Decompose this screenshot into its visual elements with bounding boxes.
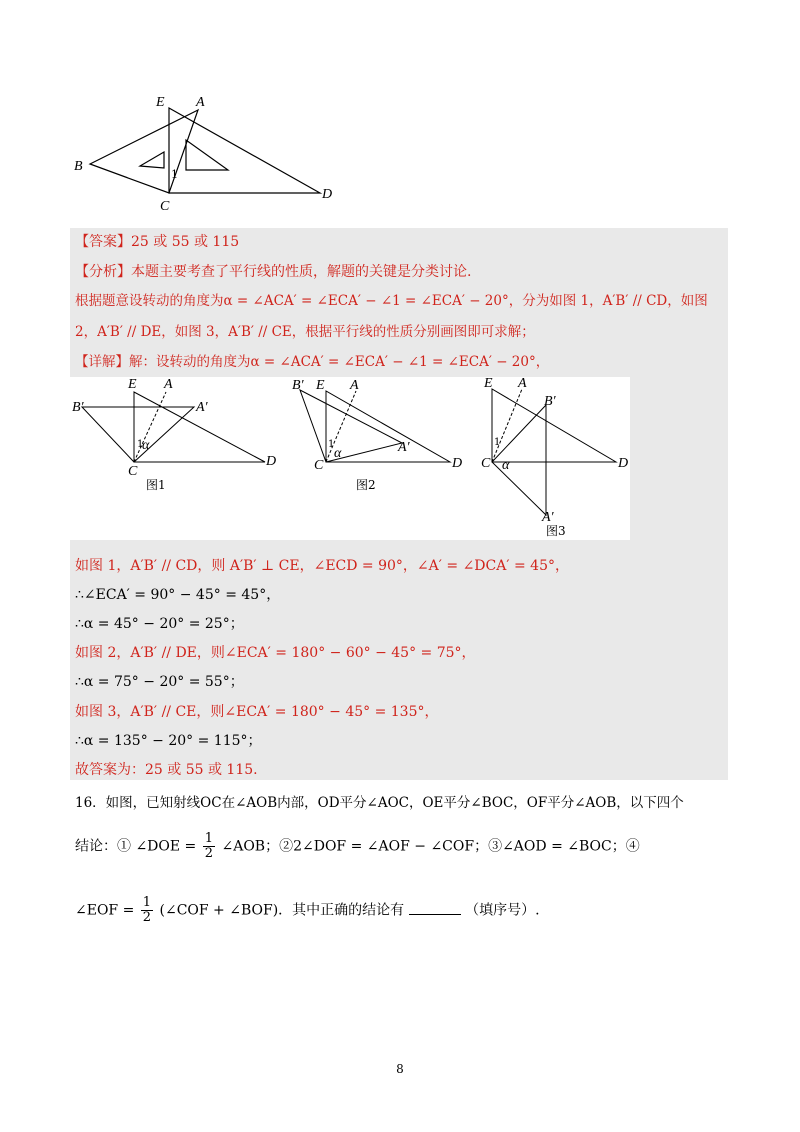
fig2-label-1: 1 [328,439,335,450]
label-A: A [196,95,205,110]
fig1-label-Bp: B′ [72,400,84,415]
fig3-label-D: D [618,456,629,471]
fig2-label-Ap: A′ [398,440,410,455]
label-E: E [156,95,165,110]
fraction-half-1 [203,832,215,861]
q-line2-prefix: 结论：① ∠DOE = [75,838,197,855]
answer-line: 【答案】25 或 55 或 115 [75,234,240,250]
fig2-label-E: E [316,378,325,393]
fig2-label-A: A [350,378,359,393]
top-triangle-figure [70,88,350,218]
answer-blank[interactable] [409,900,461,915]
step-6: 如图 3，A′B′ // CE，则∠ECA′ = 180° − 45° = 135°， [75,704,439,720]
q-line3-suffix: (∠COF + ∠BOF)．其中正确的结论有 [159,902,405,919]
fraction-denominator: 2 [204,846,214,861]
fig1-label-alpha: α [142,438,150,453]
q-line3-prefix: ∠EOF = [75,902,135,919]
label-angle-1: 1 [171,168,178,181]
step-2: ∴∠ECA′ = 90° − 45° = 45°， [75,587,281,603]
label-D: D [322,187,333,202]
q-line3-end: （填序号）. [465,902,540,919]
page-number: 8 [396,1062,404,1076]
fraction-half-2 [141,896,153,925]
label-B: B [74,159,83,174]
fig2-label-C: C [314,458,324,473]
step-3: ∴α = 45° − 20° = 25°； [75,616,244,632]
step-4: 如图 2，A′B′ // DE，则∠ECA′ = 180° − 60° − 45° = 75°， [75,645,476,661]
analysis-line-2: 2，A′B′ // DE，如图 3，A′B′ // CE，根据平行线的性质分别画图即可求解； [75,324,535,340]
step-8: 故答案为：25 或 55 或 115. [75,762,258,778]
fig1-caption: 图1 [146,478,166,492]
fig3-label-alpha: α [502,458,510,473]
q-line2-mid: ∠AOB；②2∠DOF = ∠AOF − ∠COF；③∠AOD = ∠BOC；④ [221,838,640,855]
fig1-label-Ap: A′ [196,400,208,415]
fig2-label-alpha: α [334,446,342,461]
fig3-label-C: C [481,456,491,471]
fraction-numerator: 1 [142,895,152,910]
fig3-label-1: 1 [494,437,501,448]
figure-1 [70,377,277,497]
question-16-line-3 [75,896,540,925]
fraction-denominator: 2 [142,910,152,925]
question-16-line-1: 16．如图，已知射线OC在∠AOB内部，OD平分∠AOC，OE平分∠BOC，OF平分∠AOB，以下四个 [75,795,684,811]
fig1-label-E: E [128,377,137,392]
fig2-label-D: D [452,456,463,471]
fig3-label-Ap: A′ [542,510,554,525]
fraction-numerator: 1 [204,831,214,846]
step-1: 如图 1，A′B′ // CD，则 A′B′ ⊥ CE，∠ECD = 90°，∠A′ = ∠DCA′ = 45°， [75,558,569,574]
fig1-label-A: A [164,377,173,392]
fig1-label-D: D [266,454,277,469]
step-5: ∴α = 75° − 20° = 55°； [75,674,244,690]
detail-line: 【详解】解：设转动的角度为α = ∠ACA′ = ∠ECA′ − ∠1 = ∠ECA′ − 20°， [75,354,550,370]
analysis-line: 【分析】本题主要考查了平行线的性质，解题的关键是分类讨论. [75,264,472,280]
fig1-label-1: 1 [137,439,144,450]
fig2-caption: 图2 [356,478,376,492]
fig3-label-A: A [518,376,527,391]
fig3-label-E: E [484,376,493,391]
label-C: C [160,199,170,214]
fig3-caption: 图3 [546,524,566,538]
figure-3 [480,377,630,540]
question-16-line-2 [75,832,640,861]
analysis-line-1: 根据题意设转动的角度为α = ∠ACA′ = ∠ECA′ − ∠1 = ∠ECA′ − 20°，分为如图 1，A′B′ // CD，如图 [75,293,708,309]
figure-2 [290,377,480,497]
fig2-label-Bp: B′ [292,378,304,393]
step-7: ∴α = 135° − 20° = 115°； [75,733,262,749]
fig3-label-Bp: B′ [544,394,556,409]
fig1-label-C: C [128,464,138,479]
